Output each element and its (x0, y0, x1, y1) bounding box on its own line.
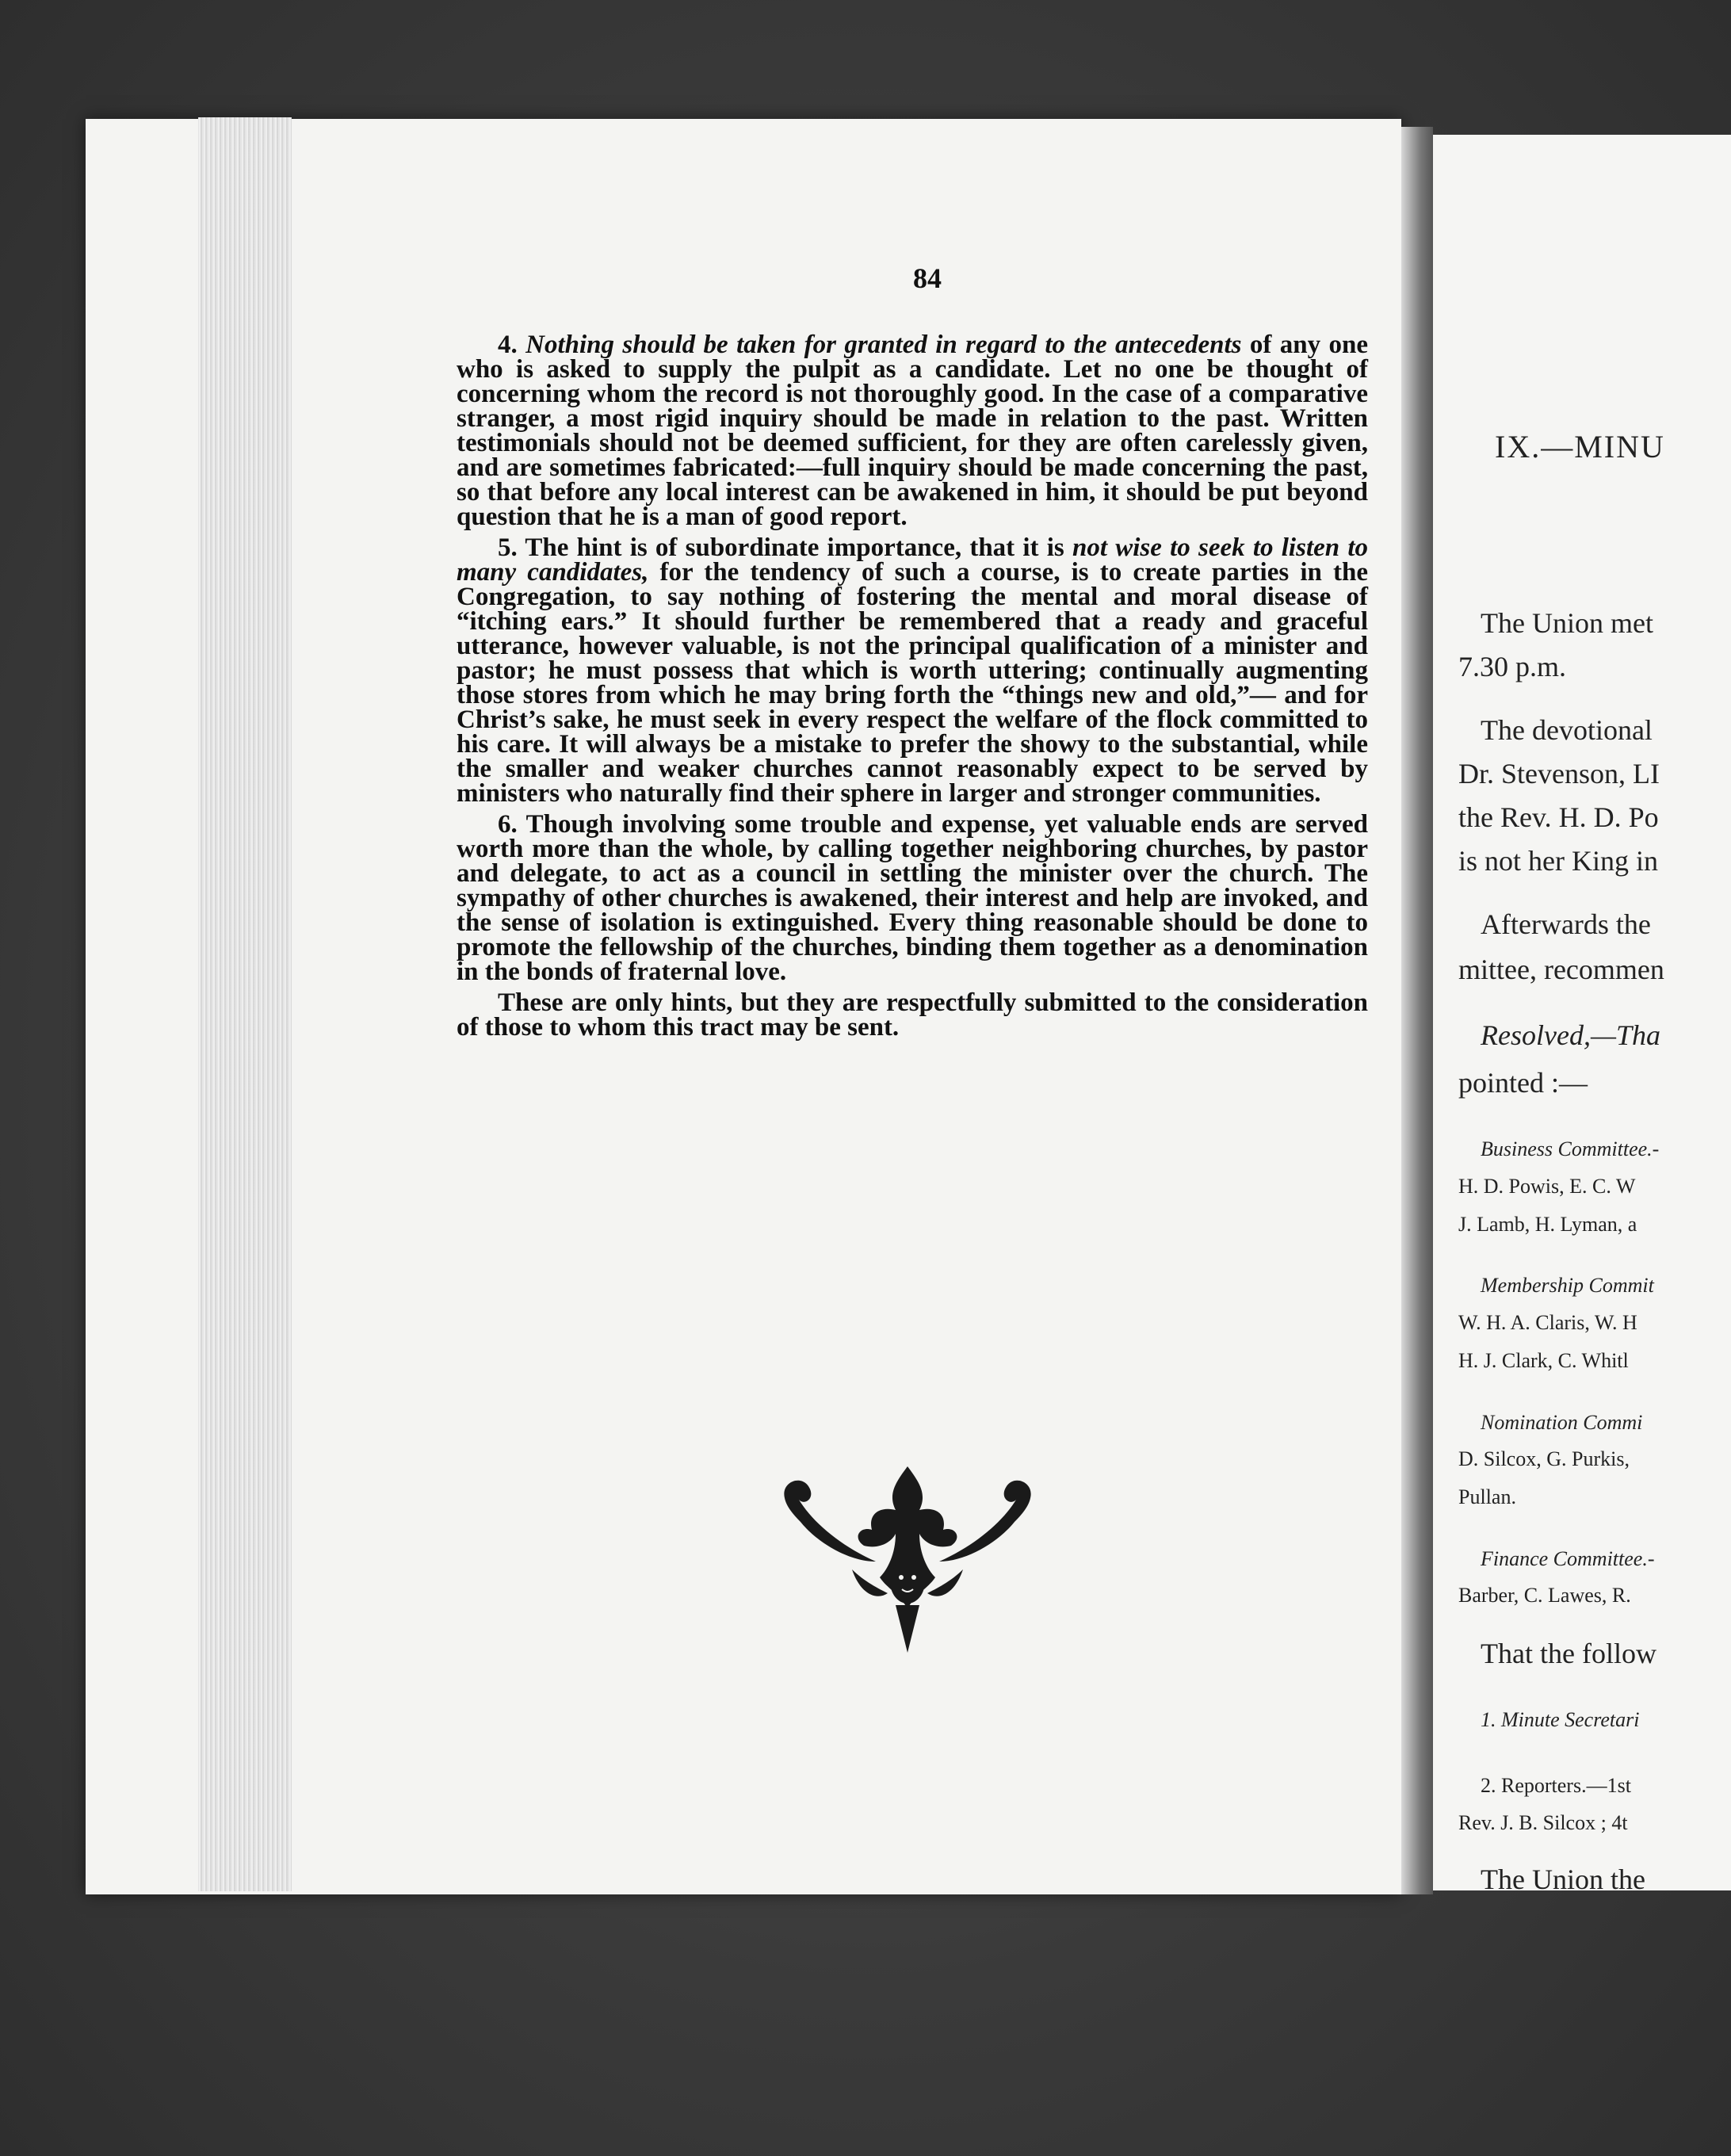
right-line: The Union met (1481, 607, 1653, 639)
paragraph-5-italic: not wise to seek to listen to many candidates, (457, 533, 1369, 587)
right-line: is not her King in (1458, 845, 1658, 877)
right-line: Afterwards the (1481, 908, 1651, 940)
right-line: 1. Minute Secretari (1481, 1708, 1640, 1731)
paragraph-4: 4. Nothing should be taken for granted in regard to the antecedents of any one who is asked to supply the pulpit as a candidate. Let no one be thought of concerning whom the record is not thoroughly good. In the case of a comparative stranger, a most rigid inquiry should be made in relation to the past. Written testimonials should not be deemed sufficient, for they are often carelessly given, and are sometimes fabricated:—full inquiry should be made concerning the past, so that before any local interest can be awakened in him, it should be put beyond question that he is a man of good report. (457, 331, 1369, 531)
right-line: W. H. A. Claris, W. H (1458, 1311, 1637, 1334)
paragraph-5: 5. The hint is of subordinate importance, that it is not wise to seek to listen to many candidates, for the tendency of such a course, is to create parties in the Congregation, to say nothing of fostering the mental and moral disease of “itching ears.” It should further be remembered that a ready and graceful utterance, however valuable, is not the principal qualification of a minister and pastor; he must possess that which is worth uttering; continually augmenting those stores from which he may bring forth the “things new and old,”— and for Christ’s sake, he must seek in every respect the welfare of the flock committed to his care. It will always be a mistake to prefer the showy to the substantial, while the smaller and weaker churches cannot reasonably expect to be served by ministers who naturally find their sphere in larger and stronger communities. (457, 533, 1369, 808)
paragraph-6: 6. Though involving some trouble and expense, yet valuable ends are served worth more than the whole, by calling together neighboring churches, by pastor and delegate, to act as a council in settling the minister over the church. The sympathy of other churches is awakened, their interest and help are invoked, and the sense of isolation is extinguished. Every thing reasonable should be done to promote the fellowship of the churches, binding them together as a denomination in the bonds of fraternal love. (457, 810, 1368, 986)
body-text (457, 333, 1368, 1046)
right-line: Finance Committee.- (1481, 1547, 1655, 1570)
page-edges (198, 117, 292, 1891)
paragraph-4-italic: Nothing should be taken for granted in regard to the antecedents (525, 331, 1242, 359)
right-line: J. Lamb, H. Lyman, a (1458, 1213, 1637, 1236)
book-gutter (1401, 127, 1433, 1894)
right-line: D. Silcox, G. Purkis, (1458, 1447, 1630, 1470)
page-number: 84 (913, 262, 942, 294)
paragraph-5-text: for the tendency of such a course, is to create parties in the Congregation, to say nothing of fostering the mental and moral disease of “itching ears.” It should further be remembered that a ready and graceful utterance, however valuable, is not the principal qualification of a minister and pastor; he must possess that which is worth uttering; continually augmenting those stores from which he may bring forth the “things new and old,”— and for Christ’s sake, he must seek in every respect the welfare of the flock committed to his care. It will always be a mistake to prefer the showy to the substantial, while the smaller and weaker churches cannot reasonably expect to be served by ministers who naturally find their sphere in larger and stronger communities. (457, 558, 1369, 808)
right-line: Business Committee.- (1481, 1137, 1660, 1160)
paragraph-7: These are only hints, but they are respectfully submitted to the consideration of those to whom this tract may be sent. (457, 988, 1368, 1042)
right-line: Barber, C. Lawes, R. (1458, 1584, 1631, 1607)
right-line: Rev. J. B. Silcox ; 4t (1458, 1811, 1628, 1834)
right-line: 2. Reporters.—1st (1481, 1774, 1631, 1797)
right-line: H. D. Powis, E. C. W (1458, 1175, 1636, 1198)
right-line: mittee, recommen (1458, 954, 1664, 985)
right-line: Resolved,—Tha (1481, 1019, 1660, 1051)
right-line: The devotional (1481, 714, 1653, 746)
right-line: the Rev. H. D. Po (1458, 801, 1659, 833)
right-line: Membership Commit (1481, 1274, 1654, 1297)
right-line: That the follow (1481, 1638, 1656, 1669)
right-line: Nomination Commi (1481, 1411, 1643, 1434)
right-line: The Union the (1481, 1864, 1645, 1890)
right-line: pointed :— (1458, 1067, 1588, 1099)
right-line: H. J. Clark, C. Whitl (1458, 1349, 1629, 1372)
right-line: 7.30 p.m. (1458, 651, 1567, 682)
right-line: Dr. Stevenson, LI (1458, 758, 1660, 789)
right-line: Pullan. (1458, 1485, 1516, 1508)
paragraph-4-text: of any one who is asked to supply the pulpit as a candidate. Let no one be thought of concerning whom the record is not thoroughly good. In the case of a comparative stranger, a most rigid inquiry should be made in relation to the past. Written testimonials should not be deemed sufficient, for they are often carelessly given, and are sometimes fabricated:—full inquiry should be made concerning the past, so that before any local interest can be awakened in him, it should be put beyond question that he is a man of good report. (457, 331, 1369, 531)
right-page (1433, 135, 1731, 1890)
right-page-heading: IX.—MINU (1495, 429, 1665, 464)
ornament-icon (777, 1451, 1038, 1657)
